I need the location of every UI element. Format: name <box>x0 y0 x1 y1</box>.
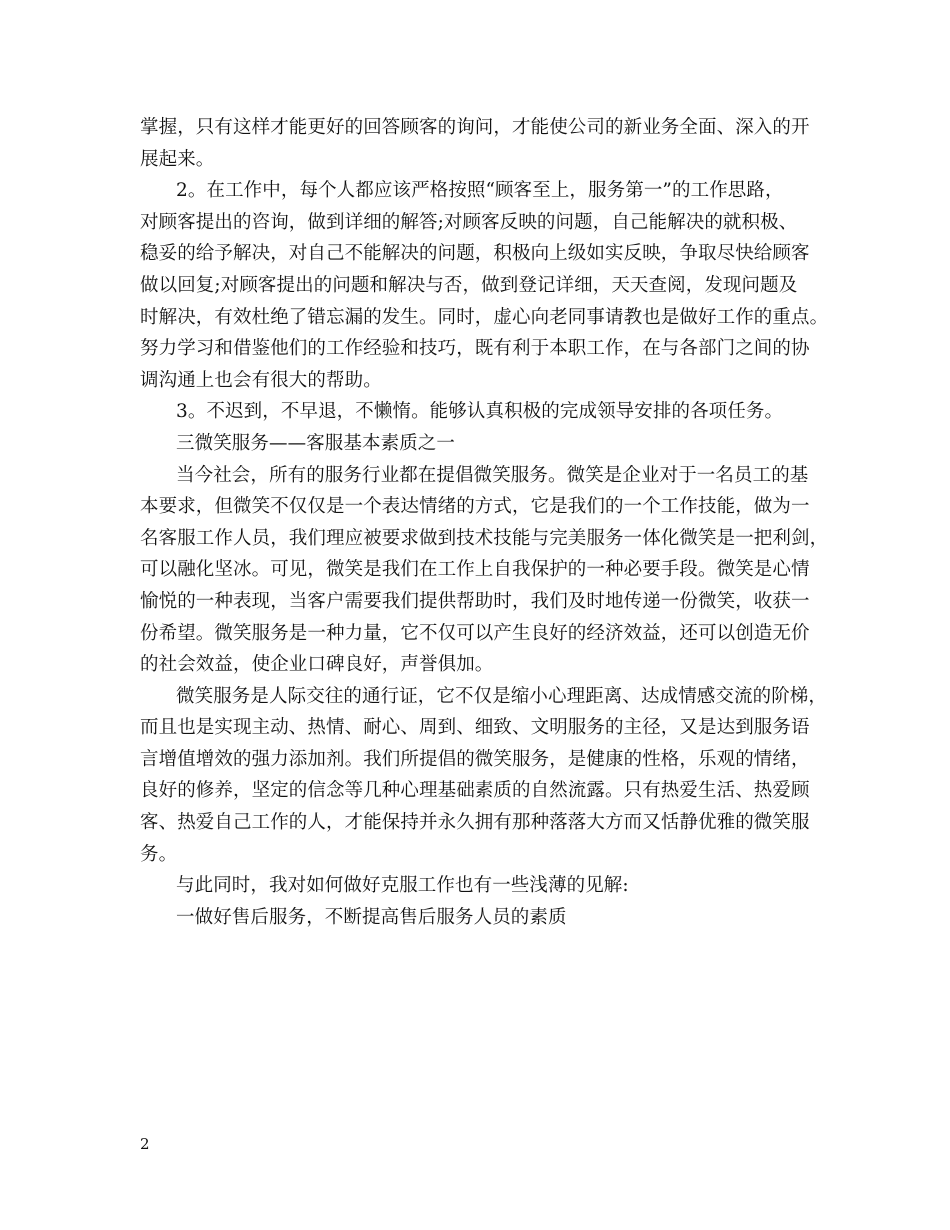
text-line: 做以回复;对顾客提出的问题和解决与否，做到登记详细，天天查阅，发现问题及 <box>140 274 798 296</box>
text-line: 愉悦的一种表现，当客户需要我们提供帮助时，我们及时地传递一份微笑，收获一 <box>140 590 810 612</box>
text-line: 本要求，但微笑不仅仅是一个表达情绪的方式，它是我们的一个工作技能，做为一 <box>140 496 810 518</box>
text-line: 而且也是实现主动、热情、耐心、周到、细致、文明服务的主径，又是达到服务语 <box>140 717 810 739</box>
text-line: 展起来。 <box>140 148 215 170</box>
text-line: 与此同时，我对如何做好克服工作也有一些浅薄的见解: <box>176 875 629 897</box>
text-line: 份希望。微笑服务是一种力量，它不仅可以产生良好的经济效益，还可以创造无价 <box>140 622 810 644</box>
text-line: 名客服工作人员，我们理应被要求做到技术技能与完美服务一体化微笑是一把利剑， <box>140 527 829 549</box>
document-body <box>140 112 830 933</box>
text-line: 努力学习和借鉴他们的工作经验和技巧，既有利于本职工作，在与各部门之间的协 <box>140 338 810 360</box>
text-line: 当今社会，所有的服务行业都在提倡微笑服务。微笑是企业对于一名员工的基 <box>176 464 809 486</box>
text-line: 务。 <box>140 843 178 865</box>
section-heading: 三微笑服务——客服基本素质之一 <box>176 432 456 454</box>
text-line: 的社会效益，使企业口碑良好，声誉俱加。 <box>140 654 494 676</box>
section-heading: 一做好售后服务，不断提高售后服务人员的素质 <box>176 906 567 928</box>
text-line: 2。在工作中，每个人都应该严格按照“顾客至上，服务第一”的工作思路， <box>176 180 784 202</box>
text-line: 可以融化坚冰。可见，微笑是我们在工作上自我保护的一种必要手段。微笑是心情 <box>140 559 810 581</box>
text-line: 3。不迟到，不早退，不懒惰。能够认真积极的完成领导安排的各项任务。 <box>176 401 784 423</box>
text-line: 微笑服务是人际交往的通行证，它不仅是缩小心理距离、达成情感交流的阶梯， <box>176 685 828 707</box>
text-line: 掌握，只有这样才能更好的回答顾客的询问，才能使公司的新业务全面、深入的开 <box>140 117 810 138</box>
text-line: 调沟通上也会有很大的帮助。 <box>140 369 382 391</box>
text-line: 言增值增效的强力添加剂。我们所提倡的微笑服务，是健康的性格，乐观的情绪， <box>140 748 810 770</box>
text-line: 对顾客提出的咨询，做到详细的解答;对顾客反映的问题，自己能解决的就积极、 <box>140 211 798 233</box>
page-number: 2 <box>140 1135 150 1153</box>
text-line: 时解决，有效杜绝了错忘漏的发生。同时，虚心向老同事请教也是做好工作的重点。 <box>140 306 829 328</box>
text-line: 良好的修养，坚定的信念等几种心理基础素质的自然流露。只有热爱生活、热爱顾 <box>140 780 810 802</box>
text-line: 客、热爱自己工作的人，才能保持并永久拥有那种落落大方而又恬静优雅的微笑服 <box>140 812 810 834</box>
text-line: 稳妥的给予解决，对自己不能解决的问题，积极向上级如实反映，争取尽快给顾客 <box>140 243 810 265</box>
